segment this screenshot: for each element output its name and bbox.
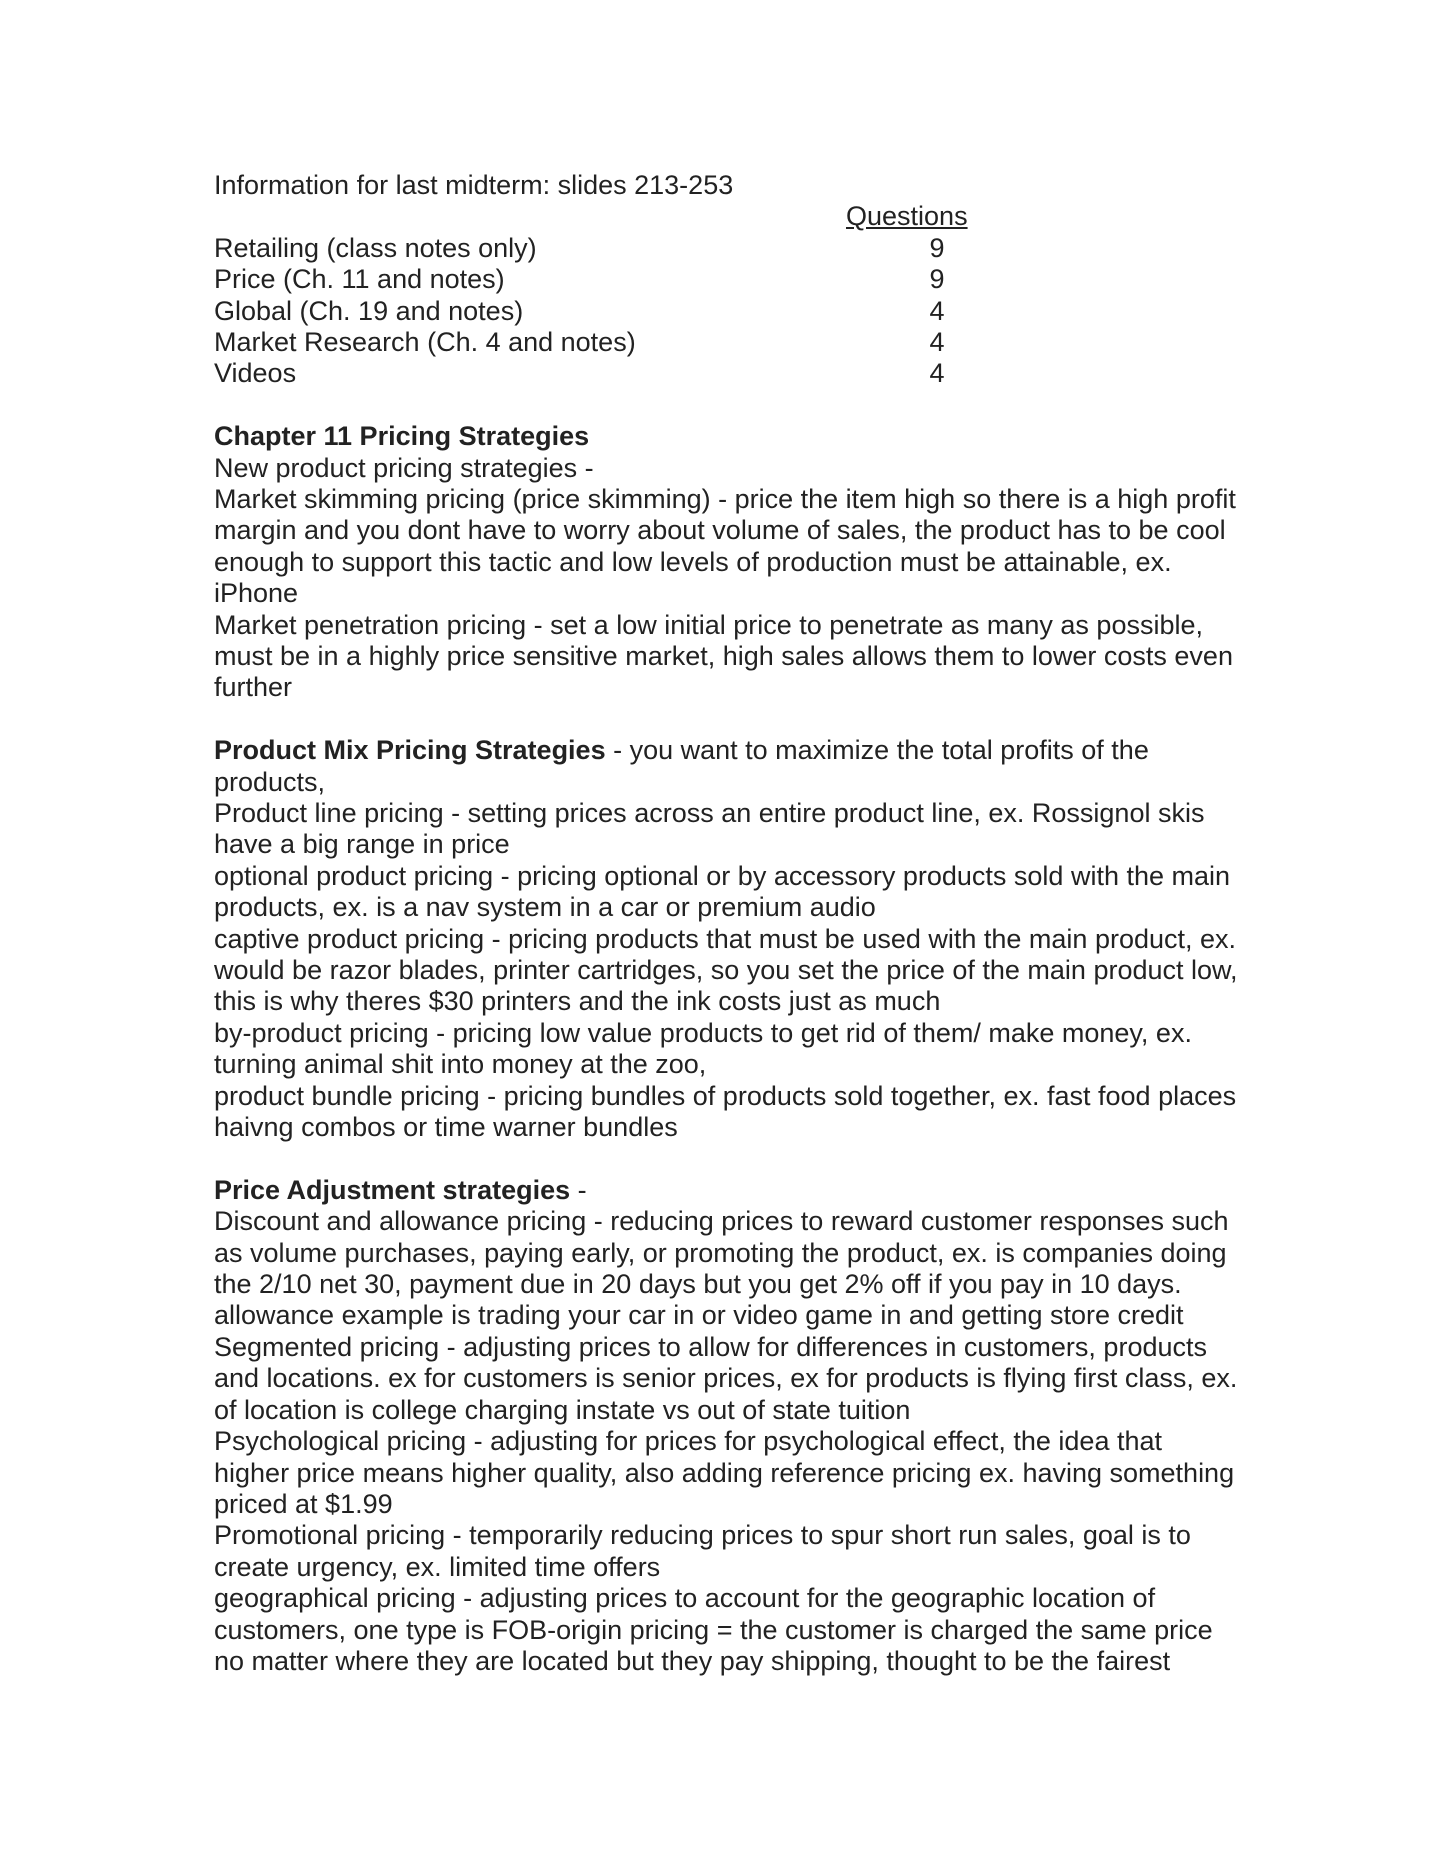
paragraph: optional product pricing - pricing optional or by accessory products sold with the main products, ex. is a nav system in a car or premium audio <box>214 860 1231 923</box>
questions-table-header <box>214 201 1244 232</box>
topic-cell: Price (Ch. 11 and notes) <box>214 264 505 295</box>
questions-table <box>214 233 1244 390</box>
document-page <box>214 170 1244 1677</box>
paragraph: Segmented pricing - adjusting prices to allow for differences in customers, products and locations. ex for customers is senior prices, ex for products is flying first class, ex. of location is college charging instate vs out of state tuition <box>214 1331 1238 1425</box>
table-row <box>214 233 1244 264</box>
paragraph: product bundle pricing - pricing bundles of products sold together, ex. fast food places haivng combos or time warner bundles <box>214 1080 1237 1143</box>
count-cell: 9 <box>929 264 945 295</box>
count-cell: 4 <box>929 358 945 389</box>
section-heading: Product Mix Pricing Strategies <box>214 735 606 766</box>
table-row <box>214 296 1244 327</box>
topic-cell: Global (Ch. 19 and notes) <box>214 295 524 326</box>
section-heading-suffix: - you want to maximize the total profits of the products, <box>214 735 1149 797</box>
count-cell: 4 <box>929 295 945 326</box>
section-chapter-11 <box>214 421 1244 704</box>
section-heading-line <box>214 735 1244 798</box>
section-heading-line <box>214 1175 1244 1206</box>
section-product-mix <box>214 735 1244 1143</box>
count-cell: 4 <box>929 326 945 357</box>
paragraph: New product pricing strategies - <box>214 452 594 483</box>
count-cell: 9 <box>929 232 945 263</box>
paragraph: Psychological pricing - adjusting for prices for psychological effect, the idea that higher price means higher quality, also adding reference pricing ex. having something priced at $1.99 <box>214 1426 1235 1519</box>
topic-cell: Videos <box>214 358 297 389</box>
section-price-adjustment <box>214 1175 1244 1678</box>
topic-cell: Retailing (class notes only) <box>214 232 537 263</box>
intro-line: Information for last midterm: slides 213-253 <box>214 170 734 200</box>
table-row <box>214 264 1244 295</box>
table-row <box>214 327 1244 358</box>
topic-cell: Market Research (Ch. 4 and notes) <box>214 326 636 357</box>
paragraph: Market penetration pricing - set a low initial price to penetrate as many as possible, must be in a highly price sensitive market, high sales allows them to lower costs even further <box>214 609 1233 703</box>
paragraph: Market skimming pricing (price skimming) - price the item high so there is a high profit margin and you dont have to worry about volume of sales, the product has to be cool enough to support this tactic and low levels of production must be attainable, ex. iPhone <box>214 483 1236 609</box>
table-row <box>214 358 1244 389</box>
section-heading: Price Adjustment strategies <box>214 1174 571 1205</box>
section-heading: Chapter 11 Pricing Strategies <box>214 421 590 452</box>
paragraph: captive product pricing - pricing products that must be used with the main product, ex. would be razor blades, printer cartridges, so you set the price of the main product low, this is why theres $30 printers and the ink costs just as much <box>214 923 1238 1017</box>
paragraph: geographical pricing - adjusting prices to account for the geographic location of customers, one type is FOB-origin pricing = the customer is charged the same price no matter where they are located but they pay shipping, thought to be the fairest <box>214 1583 1213 1676</box>
section-heading-line <box>214 421 1244 452</box>
paragraph: by-product pricing - pricing low value products to get rid of them/ make money, ex. turning animal shit into money at the zoo, <box>214 1017 1192 1080</box>
section-heading-suffix: - <box>570 1174 587 1205</box>
paragraph: Promotional pricing - temporarily reducing prices to spur short run sales, goal is to create urgency, ex. limited time offers <box>214 1520 1191 1582</box>
paragraph: Discount and allowance pricing - reducing prices to reward customer responses such as volume purchases, paying early, or promoting the product, ex. is companies doing the 2/10 net 30, payment due in 20 days but you get 2% off if you pay in 10 days. allowance example is trading your car in or video game in and getting store credit <box>214 1206 1229 1331</box>
questions-column-header: Questions <box>846 201 968 232</box>
paragraph: Product line pricing - setting prices across an entire product line, ex. Rossignol skis have a big range in price <box>214 798 1205 860</box>
